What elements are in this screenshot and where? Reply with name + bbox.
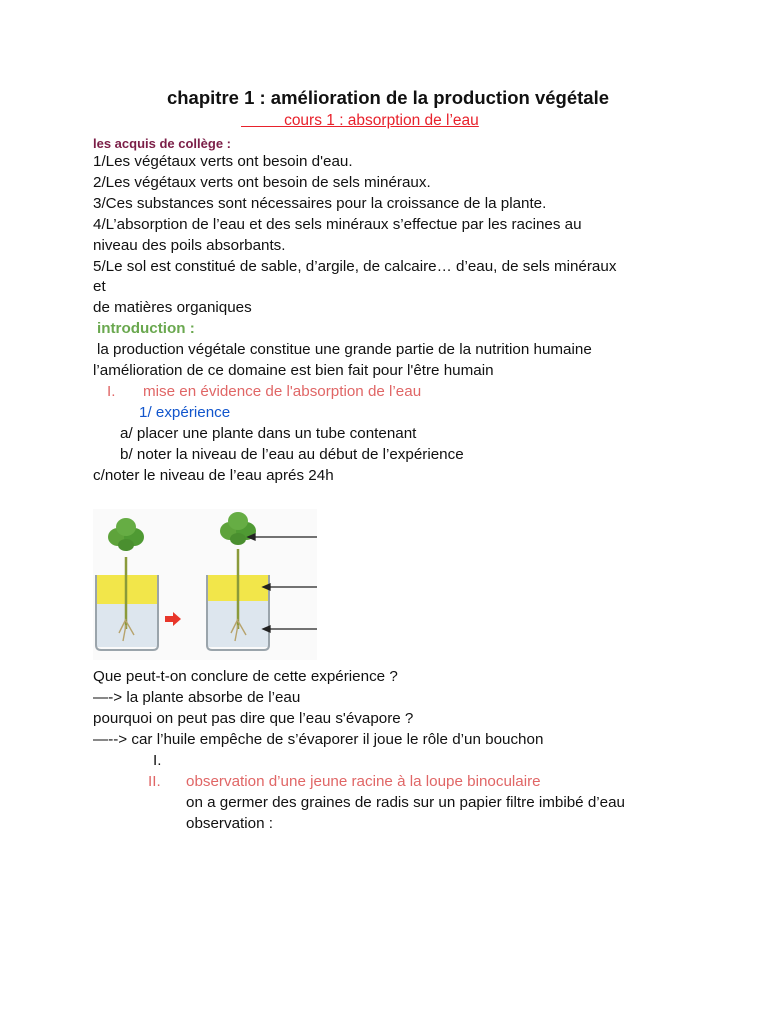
course-subtitle: cours 1 : absorption de l’eau (241, 112, 479, 129)
intro-heading: introduction : (97, 320, 195, 337)
section1-number: I. (107, 383, 116, 400)
intro-line: la production végétale constitue une grande partie de la nutrition humaine (97, 341, 592, 358)
acquis-heading: les acquis de collège : (93, 136, 231, 151)
step-c: c/noter le niveau de l’eau aprés 24h (93, 467, 334, 484)
acquis-line: 1/Les végétaux verts ont besoin d'eau. (93, 153, 353, 170)
acquis-line: 4/L’absorption de l’eau et des sels minéraux s’effectue par les racines au (93, 216, 582, 233)
section1-title: mise en évidence de l'absorption de l’eau (143, 383, 422, 400)
experience-heading: 1/ expérience (139, 404, 231, 421)
acquis-line: 3/Ces substances sont nécessaires pour la croissance de la plante. (93, 195, 547, 212)
empty-list-number: I. (153, 752, 162, 769)
question-line: pourquoi on peut pas dire que l’eau s'évapore ? (93, 710, 414, 727)
section2-number: II. (148, 773, 161, 790)
acquis-line: et (93, 278, 106, 295)
answer-line: —-> la plante absorbe de l’eau (93, 689, 301, 706)
experiment-figure (93, 509, 317, 660)
acquis-line: 2/Les végétaux verts ont besoin de sels minéraux. (93, 174, 431, 191)
step-b: b/ noter la niveau de l’eau au début de l’expérience (120, 446, 464, 463)
intro-line: l’amélioration de ce domaine est bien fait pour l'être humain (93, 362, 494, 379)
step-a: a/ placer une plante dans un tube contenant (120, 425, 417, 442)
section2-line: on a germer des graines de radis sur un papier filtre imbibé d’eau (186, 794, 625, 811)
question-line: Que peut-t-on conclure de cette expérience ? (93, 668, 398, 685)
acquis-line: niveau des poils absorbants. (93, 237, 286, 254)
section2-line: observation : (186, 815, 273, 832)
section2-title: observation d’une jeune racine à la loupe binoculaire (186, 773, 541, 790)
acquis-line: de matières organiques (93, 299, 252, 316)
answer-line: —--> car l’huile empêche de s’évaporer il joue le rôle d’un bouchon (93, 731, 544, 748)
page-title: chapitre 1 : amélioration de la production végétale (166, 87, 610, 108)
acquis-line: 5/Le sol est constitué de sable, d’argile, de calcaire… d’eau, de sels minéraux (93, 258, 617, 275)
